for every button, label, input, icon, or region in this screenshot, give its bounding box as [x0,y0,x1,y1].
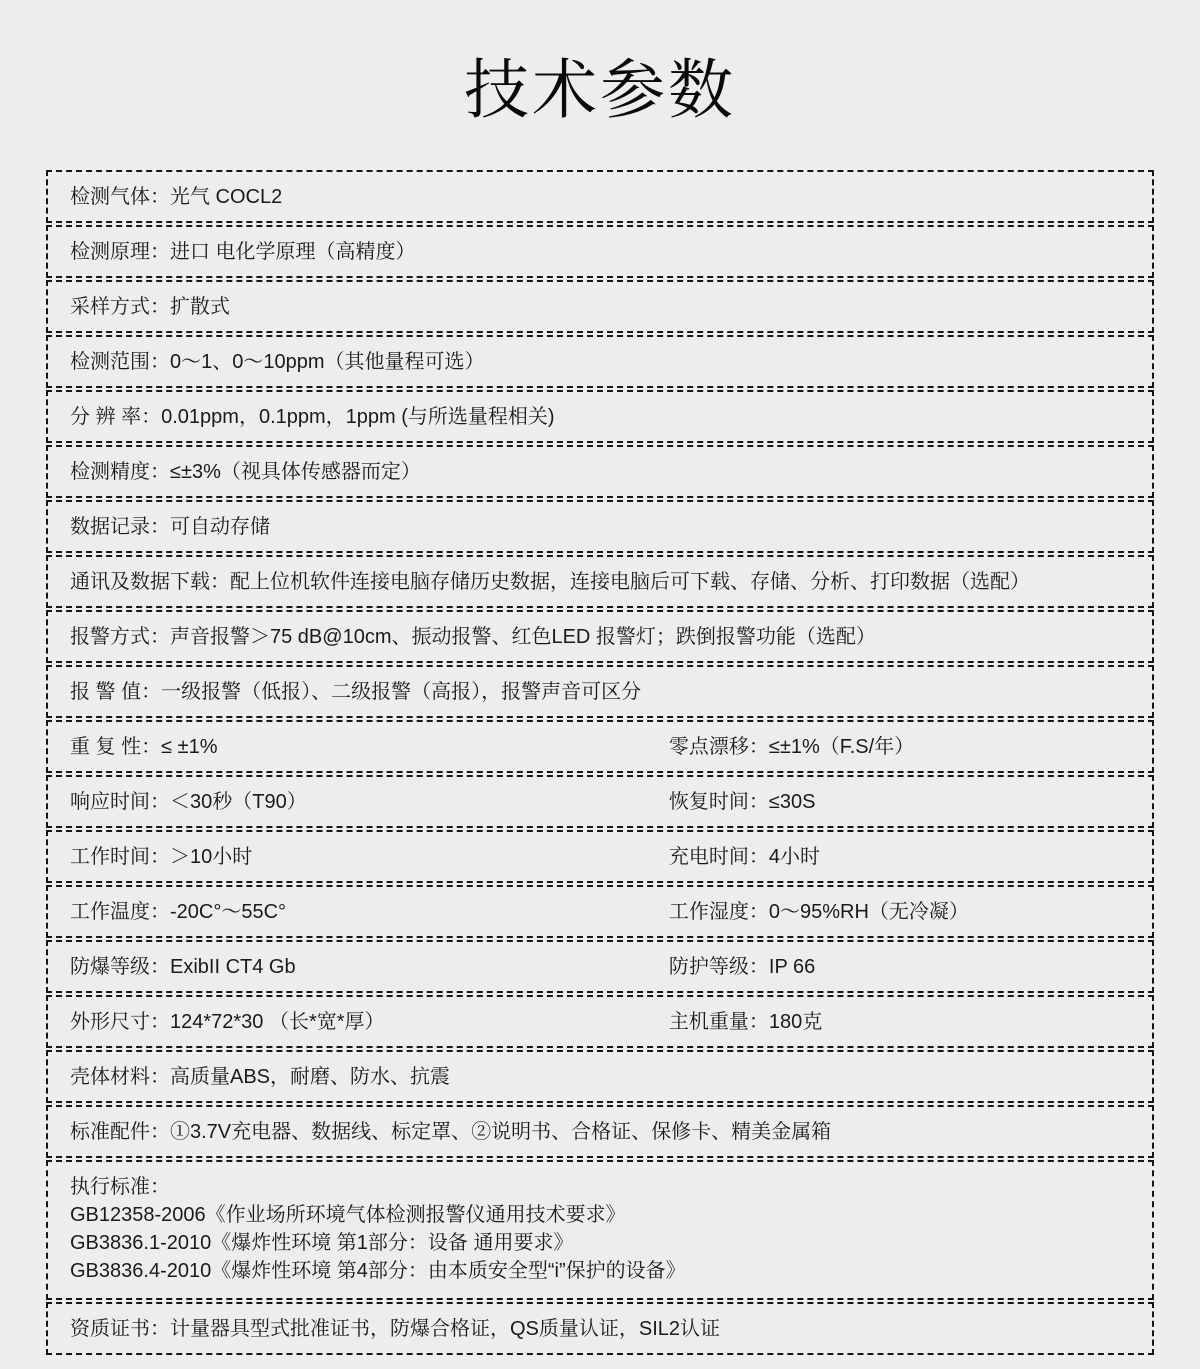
spec-row-certificates [46,1302,1154,1355]
spec-text: 工作时间：＞10小时 [70,845,253,868]
spec-text: GB12358-2006《作业场所环境气体检测报警仪通用技术要求》 [70,1204,626,1226]
spec-text: 零点漂移：≤±1%（F.S/年） [668,735,915,758]
spec-row-detection-principle [46,225,1154,278]
spec-row-temperature-humidity [46,885,1154,938]
spec-row-standard-accessories [46,1105,1154,1158]
spec-row-detected-gas [46,170,1154,223]
spec-text: 恢复时间：≤30S [668,790,816,813]
spec-text: 检测气体：光气 COCL2 [70,185,283,208]
spec-text: 壳体材料：高质量ABS，耐磨、防水、抗震 [70,1065,451,1088]
spec-row-resolution [46,390,1154,443]
spec-row-housing-material [46,1050,1154,1103]
spec-text: 执行标准： [70,1176,170,1198]
spec-text: 防爆等级：ExibII CT4 Gb [70,955,296,978]
spec-row-alarm-value [46,665,1154,718]
spec-row-sampling-method [46,280,1154,333]
spec-row-dimensions-weight [46,995,1154,1048]
spec-text: 资质证书：计量器具型式批准证书，防爆合格证，QS质量认证，SIL2认证 [70,1317,721,1340]
spec-text: 主机重量：180克 [668,1010,823,1033]
spec-row-detection-range [46,335,1154,388]
spec-text: 分 辨 率：0.01ppm，0.1ppm，1ppm (与所选量程相关) [70,405,555,428]
spec-row-communication [46,555,1154,608]
spec-text: 防护等级：IP 66 [668,955,816,978]
spec-row-accuracy [46,445,1154,498]
spec-text: 工作湿度：0～95%RH（无冷凝） [668,900,969,923]
spec-row-working-charging-time [46,830,1154,883]
spec-text: 工作温度：-20C°～55C° [70,900,287,923]
spec-row-repeatability-zero-drift [46,720,1154,773]
spec-text: 报 警 值：一级报警（低报）、二级报警（高报），报警声音可区分 [70,680,642,703]
spec-row-explosion-protection-rating [46,940,1154,993]
spec-text: GB3836.4-2010《爆炸性环境 第4部分：由本质安全型“i”保护的设备》 [70,1260,686,1282]
spec-table [46,170,1154,1355]
spec-text: 标准配件：①3.7V充电器、数据线、标定罩、②说明书、合格证、保修卡、精美金属箱 [70,1120,832,1143]
spec-text: 外形尺寸：124*72*30 （长*宽*厚） [70,1010,385,1033]
spec-text: GB3836.1-2010《爆炸性环境 第1部分：设备 通用要求》 [70,1232,574,1254]
spec-row-standards [46,1160,1154,1300]
spec-row-response-recovery-time [46,775,1154,828]
spec-text: 报警方式：声音报警＞75 dB@10cm、振动报警、红色LED 报警灯；跌倒报警功能（选配） [70,625,876,648]
spec-text: 充电时间：4小时 [668,845,821,868]
spec-text: 重 复 性：≤ ±1% [70,735,218,758]
spec-text: 数据记录：可自动存储 [70,515,270,538]
spec-text: 检测范围：0～1、0～10ppm（其他量程可选） [70,350,485,373]
spec-row-data-logging [46,500,1154,553]
spec-text: 检测原理：进口 电化学原理（高精度） [70,240,416,263]
spec-text: 检测精度：≤±3%（视具体传感器而定） [70,460,421,483]
page-title: 技术参数 [463,53,736,126]
spec-row-alarm-mode [46,610,1154,663]
spec-text: 通讯及数据下载：配上位机软件连接电脑存储历史数据，连接电脑后可下载、存储、分析、打印数据（选配） [70,570,1030,593]
spec-text: 响应时间：＜30秒（T90） [70,790,307,813]
spec-text: 采样方式：扩散式 [70,295,230,318]
